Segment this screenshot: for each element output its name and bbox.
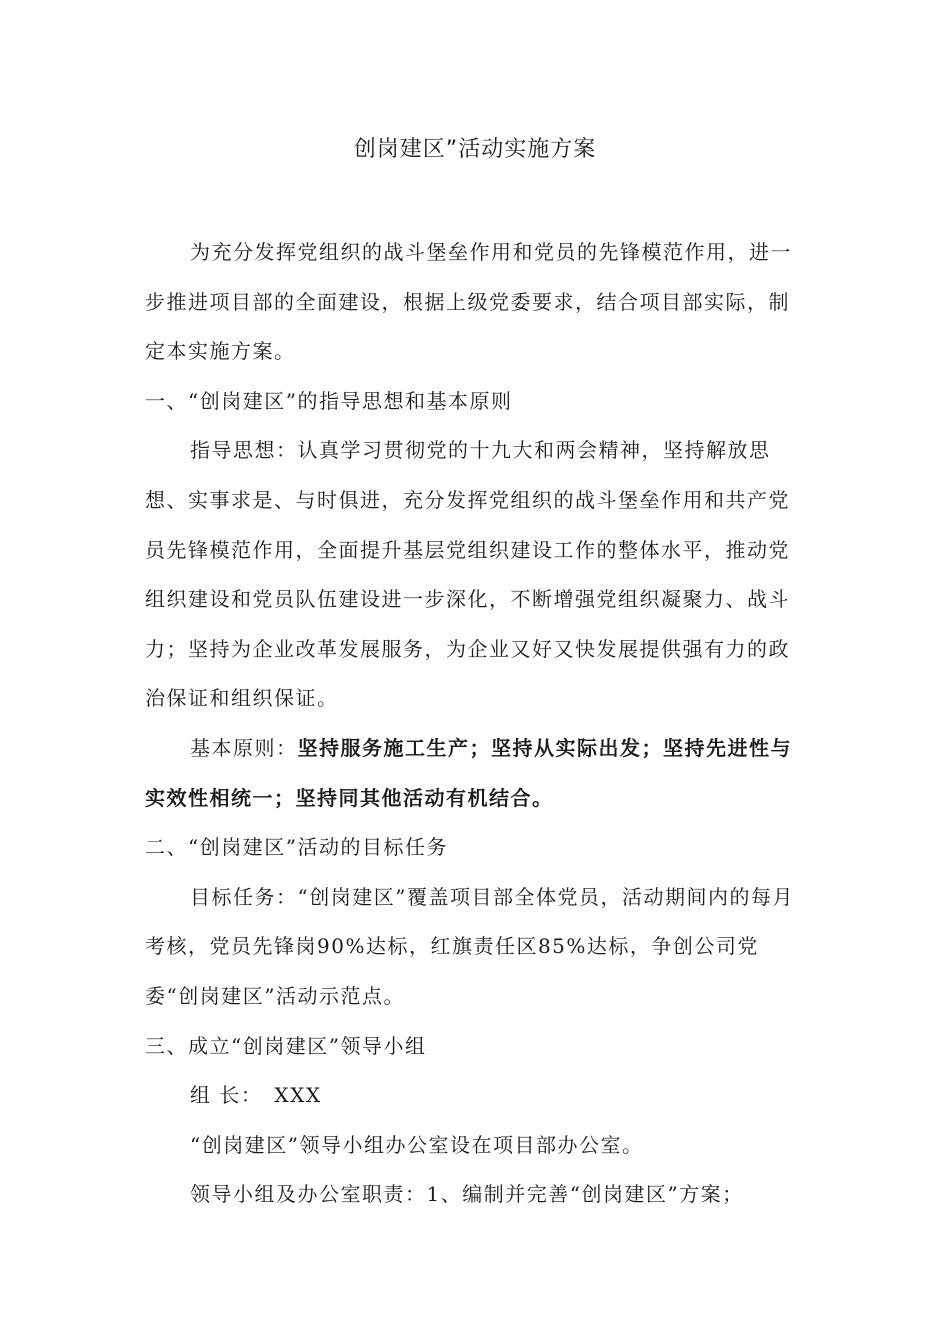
- section-2-heading: 二、“创岗建区”活动的目标任务: [145, 835, 448, 860]
- section-3-heading: 三、成立“创岗建区”领导小组: [145, 1033, 427, 1058]
- guiding-thought-paragraph: 指导思想：认真学习贯彻党的十九大和两会精神，坚持解放思想、实事求是、与时俱进，充分发挥党组织的战斗堡垒作用和共产党员先锋模范作用，全面提升基层党组织建设工作的整体水平，推动党组织建设和党员队伍建设进一步深化，不断增强党组织凝聚力、战斗力；坚持为企业改革发展服务，为企业又好又快发展提供强有力的政治保证和组织保证。: [145, 438, 790, 711]
- duties-paragraph: 领导小组及办公室职责：1、编制并完善“创岗建区”方案；: [190, 1182, 744, 1207]
- principles-text: 坚持服务施工生产；坚持从实际出发；坚持先进性与实效性相统一；坚持同其他活动有机结合。: [145, 735, 792, 810]
- goals-paragraph: 目标任务：“创岗建区”覆盖项目部全体党员，活动期间内的每月考核，党员先锋岗90%达标，红旗责任区85%达标，争创公司党委“创岗建区”活动示范点。: [145, 884, 794, 1008]
- leader-label: 组 长：: [190, 1083, 263, 1108]
- leader-line: [145, 1071, 810, 1121]
- intro-paragraph: 为充分发挥党组织的战斗堡垒作用和党员的先锋模范作用，进一步推进项目部的全面建设，根据上级党委要求，结合项目部实际，制定本实施方案。: [145, 240, 792, 364]
- leader-value: XXX: [274, 1083, 322, 1108]
- document-title: 创岗建区”活动实施方案: [353, 137, 597, 162]
- document-body: [145, 228, 810, 1220]
- principles-paragraph: [145, 724, 810, 823]
- office-paragraph: “创岗建区”领导小组办公室设在项目部办公室。: [190, 1132, 644, 1157]
- section-1-heading: 一、“创岗建区”的指导思想和基本原则: [145, 388, 513, 413]
- principles-label: 基本原则：: [190, 735, 298, 760]
